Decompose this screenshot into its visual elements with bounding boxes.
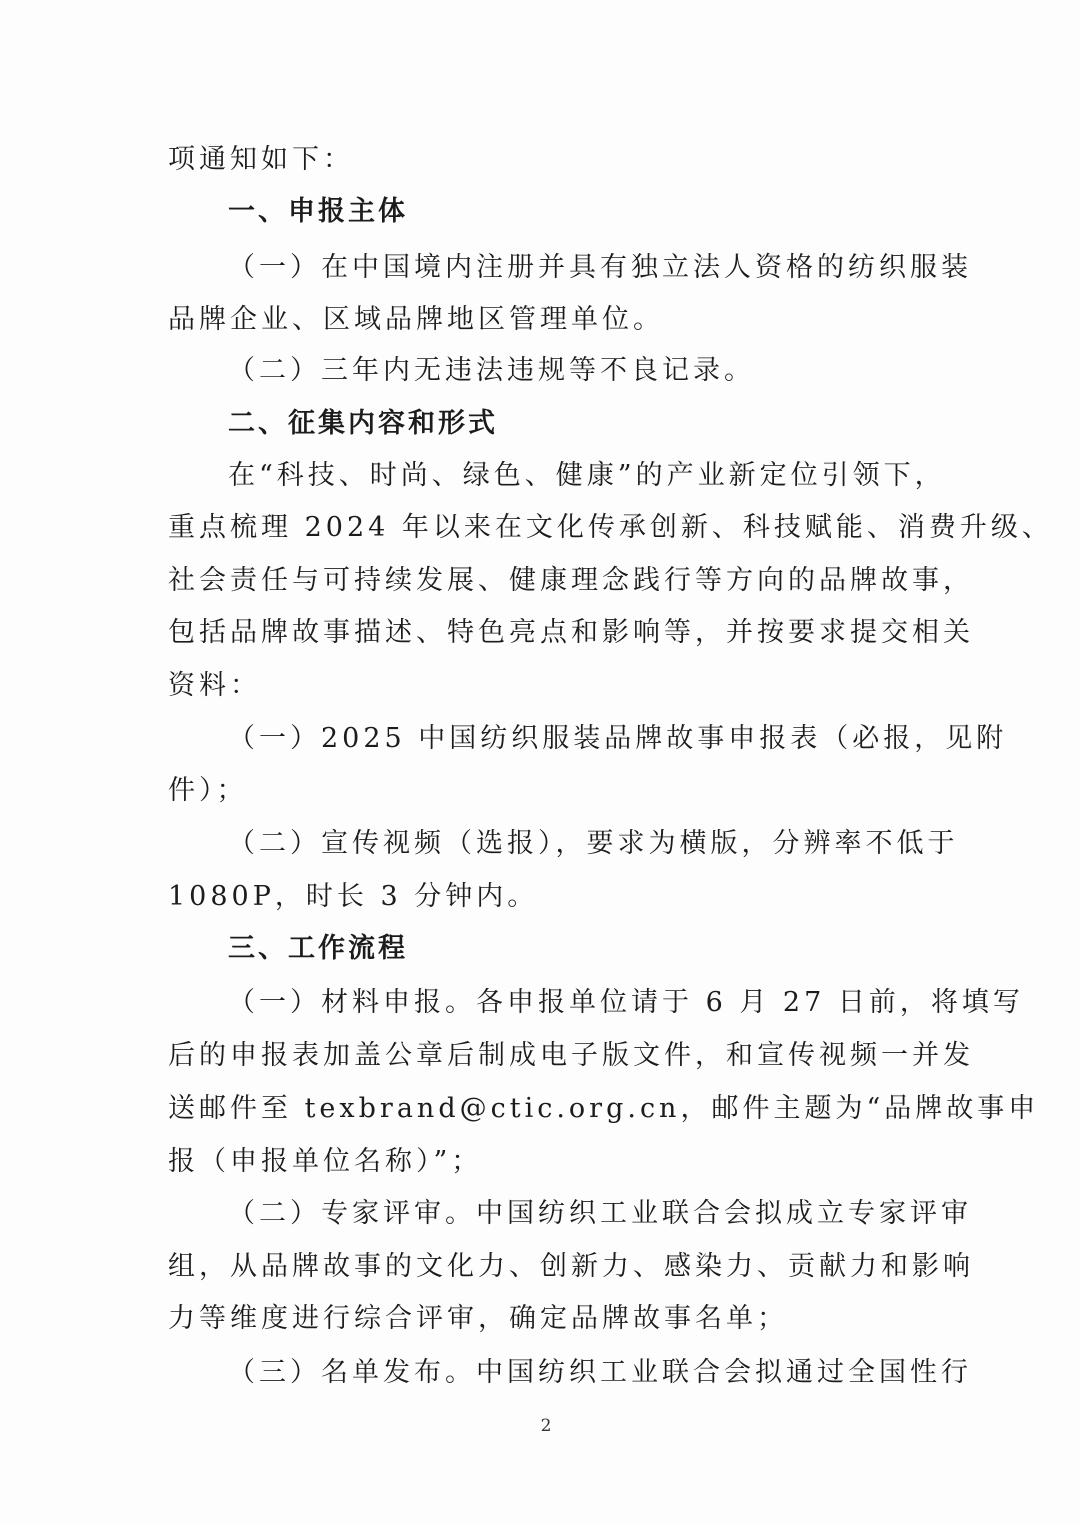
body-line: 品牌企业、区域品牌地区管理单位。: [168, 304, 664, 335]
body-line: 资料：: [168, 670, 261, 701]
body-line: 后的申报表加盖公章后制成电子版文件，和宣传视频一并发: [168, 1040, 974, 1071]
section-heading-1: 一、申报主体: [228, 196, 408, 227]
body-line: （二）专家评审。中国纺织工业联合会拟成立专家评审: [228, 1198, 972, 1229]
body-line: 重点梳理 2024 年以来在文化传承创新、科技赋能、消费升级、: [168, 512, 1053, 543]
body-line: 组，从品牌故事的文化力、创新力、感染力、贡献力和影响: [168, 1251, 974, 1282]
body-line: （一）在中国境内注册并具有独立法人资格的纺织服装: [228, 252, 972, 283]
body-line: 包括品牌故事描述、特色亮点和影响等，并按要求提交相关: [168, 617, 974, 648]
body-line: 1080P，时长 3 分钟内。: [168, 881, 539, 912]
body-line: 送邮件至 texbrand@ctic.org.cn，邮件主题为“品牌故事申: [168, 1093, 1040, 1124]
body-line: 件）；: [168, 775, 248, 806]
body-line: （一）2025 中国纺织服装品牌故事申报表（必报，见附: [228, 723, 1008, 754]
page-number: 2: [540, 1416, 552, 1436]
body-line: （三）名单发布。中国纺织工业联合会拟通过全国性行: [228, 1357, 972, 1388]
section-heading-2: 二、征集内容和形式: [228, 408, 498, 439]
body-line: （二）三年内无违法违规等不良记录。: [228, 355, 755, 386]
body-line: 社会责任与可持续发展、健康理念践行等方向的品牌故事，: [168, 565, 974, 596]
body-line: 力等维度进行综合评审，确定品牌故事名单；: [168, 1303, 788, 1334]
body-line: （一）材料申报。各申报单位请于 6 月 27 日前，将填写: [228, 987, 1024, 1018]
body-line: （二）宣传视频（选报），要求为横版，分辨率不低于: [228, 828, 959, 859]
section-heading-3: 三、工作流程: [228, 933, 408, 964]
body-line: 报（申报单位名称）”；: [168, 1146, 483, 1177]
body-line: 在“科技、时尚、绿色、健康”的产业新定位引领下，: [228, 460, 946, 491]
body-line: 项通知如下：: [168, 144, 354, 175]
